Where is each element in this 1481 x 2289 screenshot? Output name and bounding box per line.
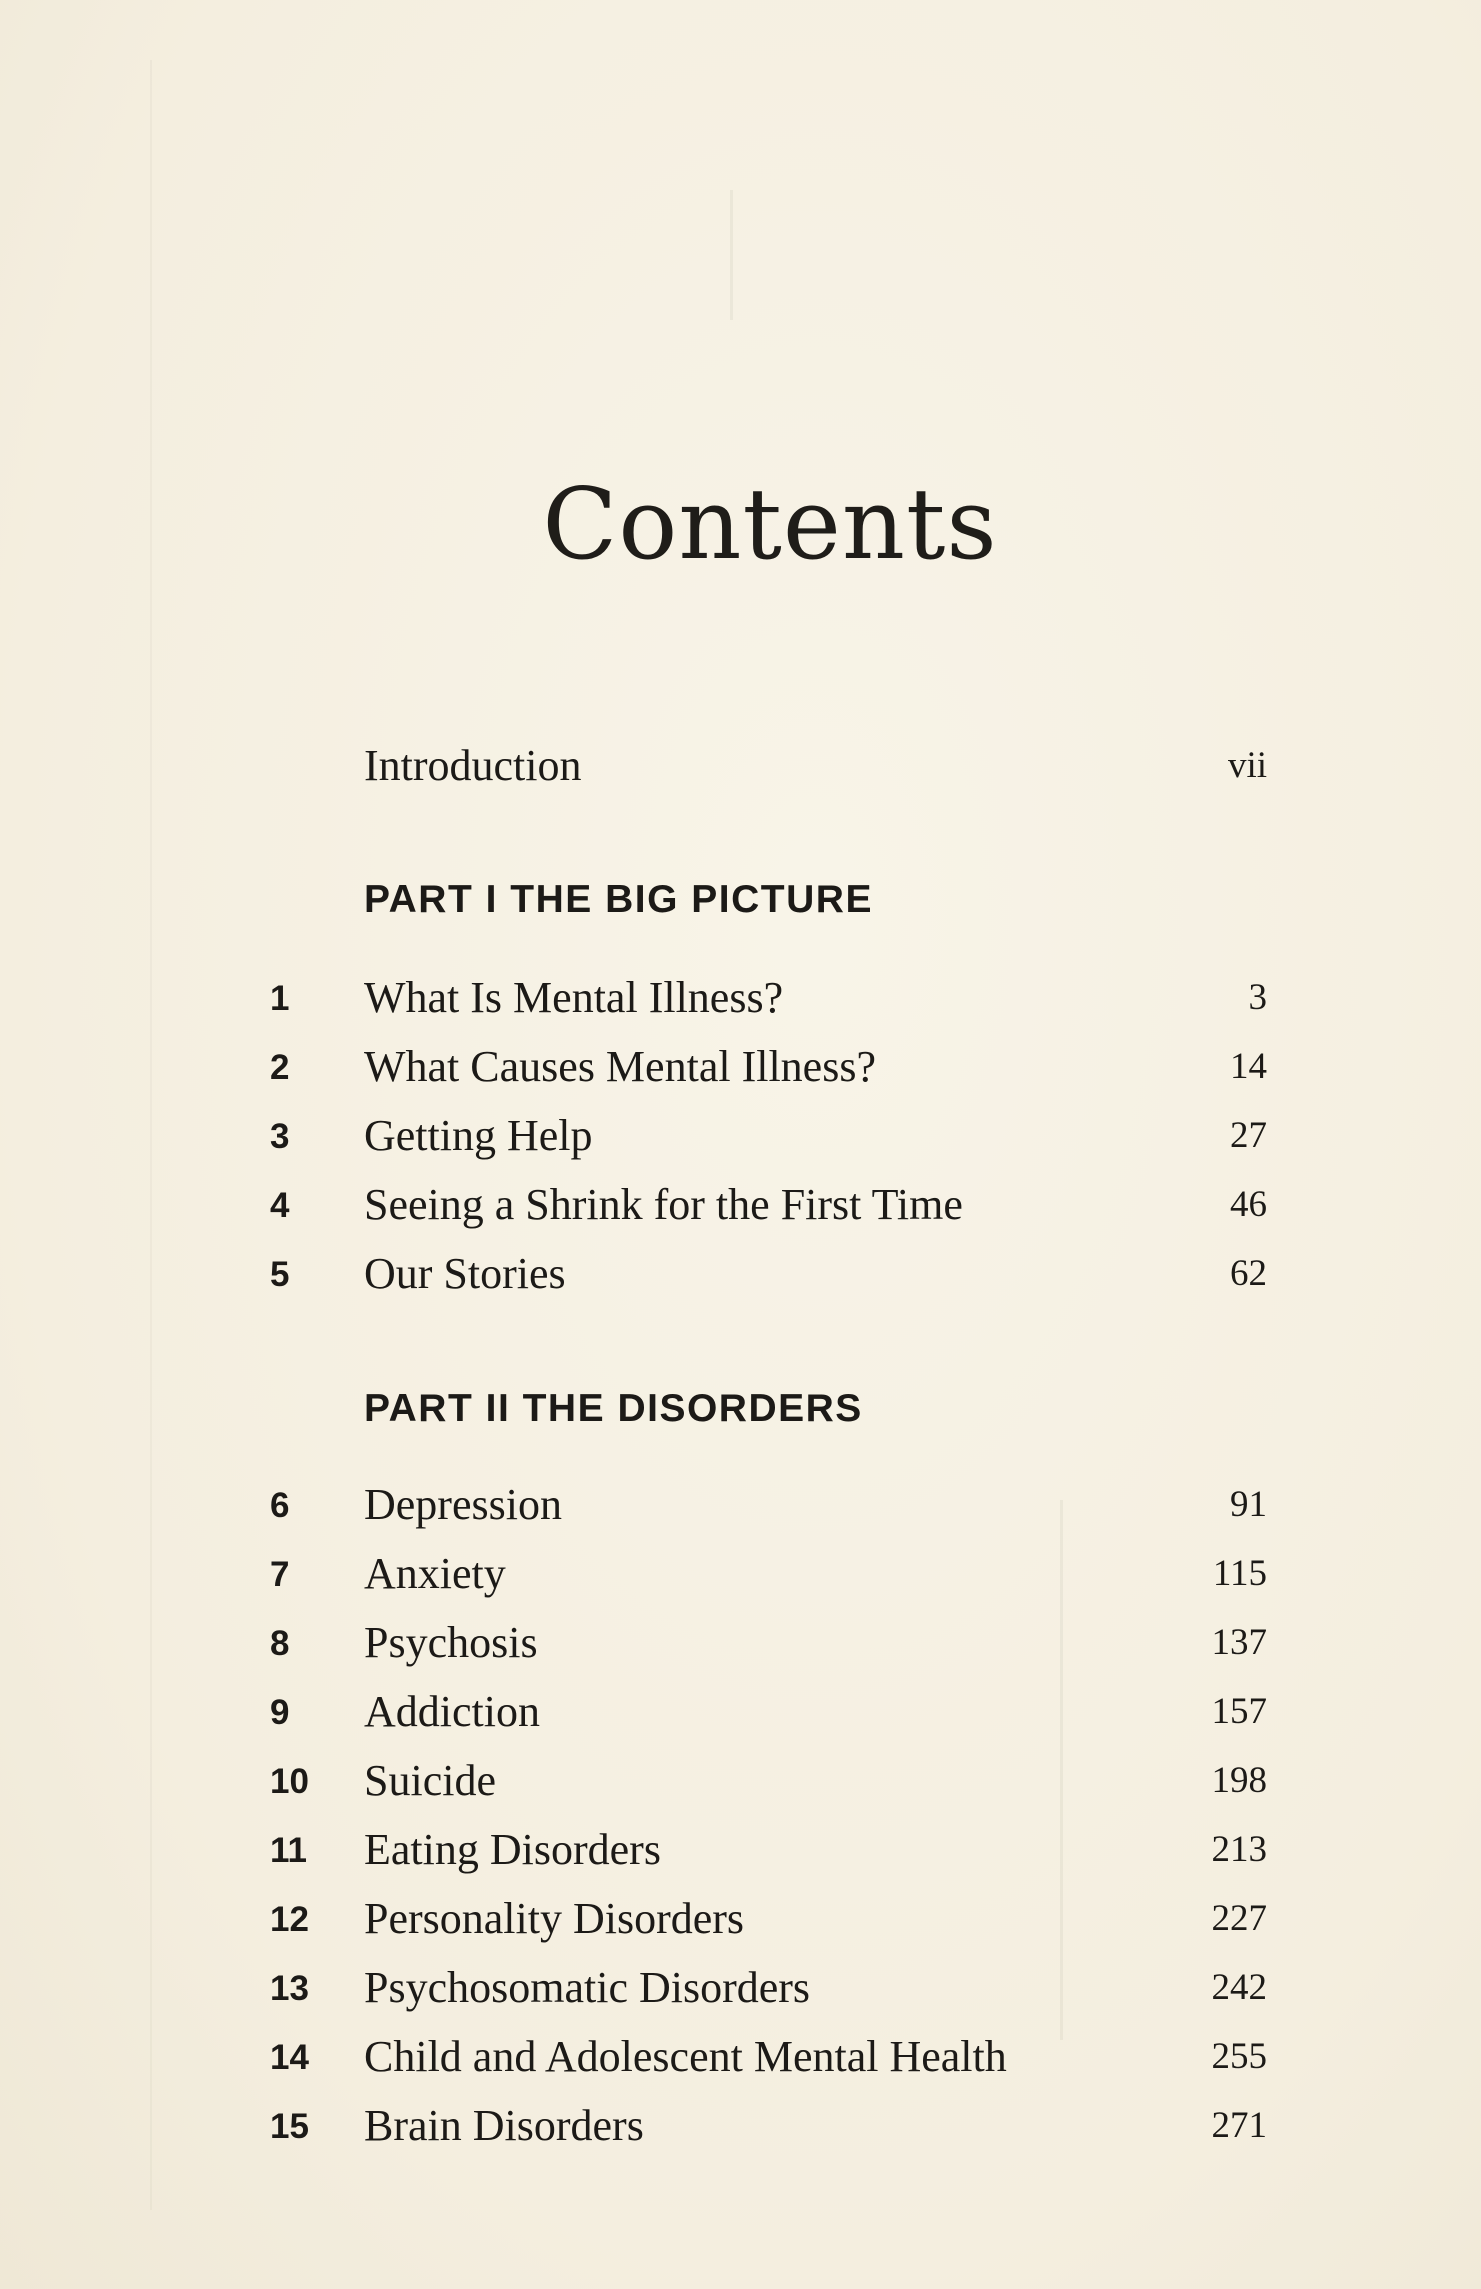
chapter-title: Suicide — [364, 1756, 496, 1805]
part-heading: PART II THE DISORDERS — [364, 1387, 863, 1430]
chapter-number: 12 — [270, 1900, 309, 1939]
chapter-title: Addiction — [364, 1687, 540, 1736]
chapter-page: 213 — [1211, 1829, 1267, 1870]
chapter-number: 3 — [270, 1117, 290, 1156]
chapter-number: 13 — [270, 1969, 309, 2008]
chapter-title: Brain Disorders — [364, 2101, 644, 2150]
chapter-page: 62 — [1230, 1253, 1267, 1294]
chapter-title: Eating Disorders — [364, 1825, 661, 1874]
chapter-number: 2 — [270, 1048, 290, 1087]
chapter-page: 137 — [1211, 1622, 1267, 1663]
chapter-title: What Is Mental Illness? — [364, 973, 784, 1022]
chapter-number: 7 — [270, 1555, 290, 1594]
chapter-number: 1 — [270, 979, 290, 1018]
chapter-number: 6 — [270, 1486, 290, 1525]
toc-entry-introduction[interactable] — [0, 738, 1481, 798]
toc-entry[interactable] — [0, 1822, 1481, 1882]
toc-entry[interactable] — [0, 1891, 1481, 1951]
chapter-number: 9 — [270, 1693, 290, 1732]
chapter-page: 255 — [1211, 2036, 1267, 2077]
chapter-page: 157 — [1211, 1691, 1267, 1732]
chapter-page: 227 — [1211, 1898, 1267, 1939]
chapter-page: 14 — [1230, 1046, 1267, 1087]
chapter-number: 4 — [270, 1186, 290, 1225]
chapter-title: Psychosis — [364, 1618, 538, 1667]
chapter-page: 115 — [1212, 1553, 1267, 1594]
toc-entry[interactable] — [0, 970, 1481, 1030]
toc-entry[interactable] — [0, 1546, 1481, 1606]
toc-entry[interactable] — [0, 1477, 1481, 1537]
chapter-number: 8 — [270, 1624, 290, 1663]
page-title: Contents — [542, 468, 998, 582]
chapter-page: 91 — [1230, 1484, 1267, 1525]
chapter-number: 11 — [270, 1831, 307, 1870]
chapter-page: 27 — [1230, 1115, 1267, 1156]
chapter-title: Our Stories — [364, 1249, 566, 1298]
chapter-title: Seeing a Shrink for the First Time — [364, 1180, 963, 1229]
chapter-page: 46 — [1230, 1184, 1267, 1225]
part-heading: PART I THE BIG PICTURE — [364, 878, 873, 921]
chapter-page: 271 — [1211, 2105, 1267, 2146]
chapter-number: 14 — [270, 2038, 309, 2077]
toc-entry[interactable] — [0, 1108, 1481, 1168]
chapter-number: 5 — [270, 1255, 290, 1294]
chapter-title: Anxiety — [364, 1549, 506, 1598]
toc-entry[interactable] — [0, 1684, 1481, 1744]
chapter-page: 3 — [1248, 977, 1267, 1018]
show-through-mark — [730, 190, 733, 320]
chapter-title: Psychosomatic Disorders — [364, 1963, 811, 2012]
toc-entry[interactable] — [0, 2029, 1481, 2089]
toc-entry[interactable] — [0, 1960, 1481, 2020]
toc-entry-page: vii — [1227, 745, 1267, 786]
chapter-title: Depression — [364, 1480, 562, 1529]
toc-entry[interactable] — [0, 1753, 1481, 1813]
chapter-title: Getting Help — [364, 1111, 593, 1160]
toc-entry[interactable] — [0, 1039, 1481, 1099]
chapter-page: 198 — [1211, 1760, 1267, 1801]
chapter-title: Personality Disorders — [364, 1894, 745, 1943]
toc-entry[interactable] — [0, 1246, 1481, 1306]
toc-entry[interactable] — [0, 1177, 1481, 1237]
chapter-title: What Causes Mental Illness? — [364, 1042, 876, 1091]
chapter-page: 242 — [1211, 1967, 1267, 2008]
chapter-title: Child and Adolescent Mental Health — [364, 2032, 1007, 2081]
toc-entry[interactable] — [0, 2098, 1481, 2158]
chapter-number: 15 — [270, 2107, 309, 2146]
toc-entry-label: Introduction — [364, 741, 582, 790]
chapter-number: 10 — [270, 1762, 309, 1801]
toc-entry[interactable] — [0, 1615, 1481, 1675]
